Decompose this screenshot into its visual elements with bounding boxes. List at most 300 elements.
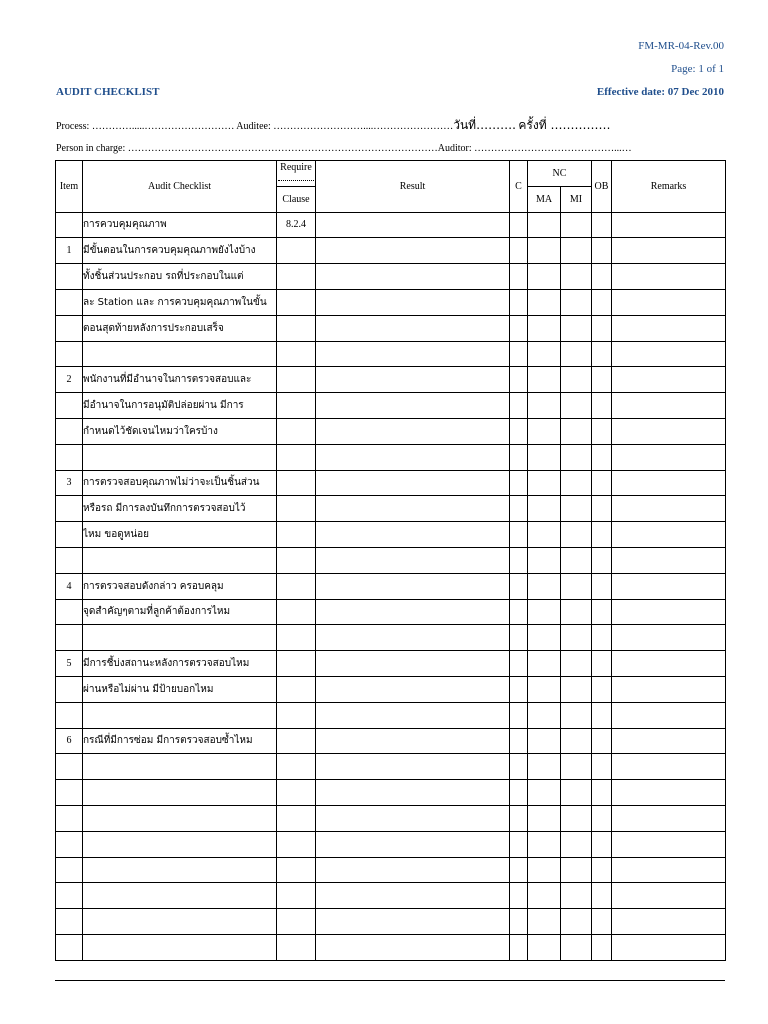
item-number-cell (56, 496, 83, 522)
ob-cell[interactable] (592, 522, 612, 548)
ma-cell[interactable] (528, 599, 561, 625)
clause-cell[interactable] (277, 367, 316, 393)
ma-cell[interactable] (528, 909, 561, 935)
clause-cell[interactable] (277, 341, 316, 367)
times-field[interactable]: ครั้งที่ …………… (518, 118, 611, 132)
item-number-cell (56, 418, 83, 444)
result-cell[interactable] (316, 289, 510, 315)
item-number-cell (56, 264, 83, 290)
ma-cell[interactable] (528, 805, 561, 831)
result-cell[interactable] (316, 702, 510, 728)
remarks-cell[interactable] (612, 676, 726, 702)
clause-cell[interactable] (277, 599, 316, 625)
ob-cell[interactable] (592, 238, 612, 264)
mi-cell[interactable] (561, 393, 592, 419)
result-cell[interactable] (316, 857, 510, 883)
table-row (56, 676, 726, 702)
table-row (56, 934, 726, 960)
ma-cell[interactable] (528, 289, 561, 315)
ob-cell[interactable] (592, 883, 612, 909)
item-number-cell (56, 522, 83, 548)
ob-cell[interactable] (592, 289, 612, 315)
checklist-text-cell: ไหม ขอดูหน่อย (83, 522, 277, 548)
ob-cell[interactable] (592, 857, 612, 883)
c-cell[interactable] (510, 676, 528, 702)
c-cell[interactable] (510, 805, 528, 831)
c-cell[interactable] (510, 702, 528, 728)
ob-cell[interactable] (592, 909, 612, 935)
ob-cell[interactable] (592, 934, 612, 960)
item-number-cell: 3 (56, 470, 83, 496)
clause-cell[interactable] (277, 289, 316, 315)
mi-cell[interactable] (561, 573, 592, 599)
c-cell[interactable] (510, 341, 528, 367)
remarks-cell[interactable] (612, 212, 726, 238)
ob-cell[interactable] (592, 573, 612, 599)
checklist-text-cell: ละ Station และ การควบคุมคุณภาพในขั้น (83, 289, 277, 315)
result-cell[interactable] (316, 599, 510, 625)
table-row (56, 805, 726, 831)
mi-cell[interactable] (561, 418, 592, 444)
table-row (56, 857, 726, 883)
remarks-cell[interactable] (612, 289, 726, 315)
item-number-cell (56, 315, 83, 341)
clause-cell[interactable] (277, 676, 316, 702)
ob-cell[interactable] (592, 754, 612, 780)
checklist-text-cell: ผ่านหรือไม่ผ่าน มีป้ายบอกไหม (83, 676, 277, 702)
ma-cell[interactable] (528, 367, 561, 393)
table-row (56, 702, 726, 728)
result-cell[interactable] (316, 264, 510, 290)
result-cell[interactable] (316, 934, 510, 960)
checklist-text-cell: การตรวจสอบดังกล่าว ครอบคลุม (83, 573, 277, 599)
header-clause: Clause (277, 186, 316, 212)
ob-cell[interactable] (592, 831, 612, 857)
mi-cell[interactable] (561, 212, 592, 238)
remarks-cell[interactable] (612, 599, 726, 625)
table-row (56, 289, 726, 315)
table-row (56, 393, 726, 419)
checklist-text-cell (83, 857, 277, 883)
ob-cell[interactable] (592, 341, 612, 367)
c-cell[interactable] (510, 547, 528, 573)
ma-cell[interactable] (528, 315, 561, 341)
ma-cell[interactable] (528, 264, 561, 290)
mi-cell[interactable] (561, 238, 592, 264)
clause-cell[interactable] (277, 883, 316, 909)
table-row (56, 496, 726, 522)
result-cell[interactable] (316, 728, 510, 754)
remarks-cell[interactable] (612, 573, 726, 599)
result-cell[interactable] (316, 315, 510, 341)
remarks-cell[interactable] (612, 444, 726, 470)
clause-cell[interactable] (277, 573, 316, 599)
result-cell[interactable] (316, 496, 510, 522)
clause-cell[interactable] (277, 909, 316, 935)
mi-cell[interactable] (561, 470, 592, 496)
clause-cell[interactable] (277, 264, 316, 290)
mi-cell[interactable] (561, 934, 592, 960)
ma-cell[interactable] (528, 934, 561, 960)
ob-cell[interactable] (592, 212, 612, 238)
remarks-cell[interactable] (612, 470, 726, 496)
page-number: Page: 1 of 1 (671, 63, 724, 75)
result-cell[interactable] (316, 367, 510, 393)
result-cell[interactable] (316, 522, 510, 548)
ob-cell[interactable] (592, 444, 612, 470)
remarks-cell[interactable] (612, 857, 726, 883)
remarks-cell[interactable] (612, 238, 726, 264)
c-cell[interactable] (510, 367, 528, 393)
ma-cell[interactable] (528, 754, 561, 780)
table-row (56, 315, 726, 341)
table-row (56, 212, 726, 238)
result-cell[interactable] (316, 470, 510, 496)
c-cell[interactable] (510, 418, 528, 444)
header-ma: MA (528, 186, 561, 212)
remarks-cell[interactable] (612, 418, 726, 444)
page-title: AUDIT CHECKLIST (56, 86, 160, 98)
c-cell[interactable] (510, 315, 528, 341)
table-row (56, 909, 726, 935)
remarks-cell[interactable] (612, 264, 726, 290)
c-cell[interactable] (510, 831, 528, 857)
ma-cell[interactable] (528, 212, 561, 238)
table-row (56, 625, 726, 651)
c-cell[interactable] (510, 470, 528, 496)
result-cell[interactable] (316, 547, 510, 573)
clause-cell[interactable] (277, 238, 316, 264)
item-number-cell (56, 341, 83, 367)
clause-cell[interactable]: 8.2.4 (277, 212, 316, 238)
remarks-cell[interactable] (612, 883, 726, 909)
remarks-cell[interactable] (612, 651, 726, 677)
table-row (56, 599, 726, 625)
ob-cell[interactable] (592, 264, 612, 290)
c-cell[interactable] (510, 728, 528, 754)
checklist-text-cell: กำหนดไว้ชัดเจนไหมว่าใครบ้าง (83, 418, 277, 444)
person-in-charge-field[interactable]: Person in charge: ………………………………………………………………………………… (56, 143, 438, 154)
mi-cell[interactable] (561, 831, 592, 857)
checklist-text-cell (83, 547, 277, 573)
ob-cell[interactable] (592, 599, 612, 625)
table-row (56, 780, 726, 806)
c-cell[interactable] (510, 573, 528, 599)
result-cell[interactable] (316, 444, 510, 470)
auditee-field[interactable]: Auditee: ………………………....…………………… (236, 121, 454, 132)
checklist-text-cell: พนักงานที่มีอำนาจในการตรวจสอบและ (83, 367, 277, 393)
mi-cell[interactable] (561, 651, 592, 677)
ob-cell[interactable] (592, 418, 612, 444)
item-number-cell: 5 (56, 651, 83, 677)
checklist-text-cell: ตอนสุดท้ายหลังการประกอบเสร็จ (83, 315, 277, 341)
checklist-text-cell (83, 831, 277, 857)
ob-cell[interactable] (592, 702, 612, 728)
mi-cell[interactable] (561, 909, 592, 935)
remarks-cell[interactable] (612, 625, 726, 651)
table-row (56, 573, 726, 599)
item-number-cell (56, 289, 83, 315)
item-number-cell (56, 805, 83, 831)
result-cell[interactable] (316, 651, 510, 677)
mi-cell[interactable] (561, 547, 592, 573)
table-row (56, 264, 726, 290)
audit-table (55, 160, 726, 961)
ma-cell[interactable] (528, 547, 561, 573)
c-cell[interactable] (510, 522, 528, 548)
c-cell[interactable] (510, 212, 528, 238)
c-cell[interactable] (510, 289, 528, 315)
ma-cell[interactable] (528, 780, 561, 806)
ob-cell[interactable] (592, 651, 612, 677)
remarks-cell[interactable] (612, 496, 726, 522)
result-cell[interactable] (316, 754, 510, 780)
item-number-cell (56, 676, 83, 702)
c-cell[interactable] (510, 651, 528, 677)
result-cell[interactable] (316, 573, 510, 599)
checklist-text-cell: การตรวจสอบคุณภาพไม่ว่าจะเป็นชิ้นส่วน (83, 470, 277, 496)
checklist-text-cell (83, 444, 277, 470)
ma-cell[interactable] (528, 625, 561, 651)
ma-cell[interactable] (528, 393, 561, 419)
ma-cell[interactable] (528, 341, 561, 367)
remarks-cell[interactable] (612, 341, 726, 367)
remarks-cell[interactable] (612, 522, 726, 548)
mi-cell[interactable] (561, 289, 592, 315)
item-number-cell (56, 625, 83, 651)
checklist-text-cell (83, 754, 277, 780)
ob-cell[interactable] (592, 805, 612, 831)
table-row (56, 547, 726, 573)
header-item: Item (56, 161, 83, 213)
mi-cell[interactable] (561, 780, 592, 806)
table-row (56, 883, 726, 909)
c-cell[interactable] (510, 909, 528, 935)
item-number-cell (56, 883, 83, 909)
c-cell[interactable] (510, 496, 528, 522)
checklist-text-cell (83, 883, 277, 909)
remarks-cell[interactable] (612, 367, 726, 393)
clause-cell[interactable] (277, 831, 316, 857)
item-number-cell: 6 (56, 728, 83, 754)
remarks-cell[interactable] (612, 728, 726, 754)
ma-cell[interactable] (528, 573, 561, 599)
clause-cell[interactable] (277, 393, 316, 419)
ob-cell[interactable] (592, 315, 612, 341)
header-remarks: Remarks (612, 161, 726, 213)
checklist-text-cell: กรณีที่มีการซ่อม มีการตรวจสอบซ้ำไหม (83, 728, 277, 754)
remarks-cell[interactable] (612, 831, 726, 857)
table-row (56, 418, 726, 444)
ob-cell[interactable] (592, 676, 612, 702)
clause-cell[interactable] (277, 315, 316, 341)
mi-cell[interactable] (561, 444, 592, 470)
remarks-cell[interactable] (612, 547, 726, 573)
mi-cell[interactable] (561, 857, 592, 883)
c-cell[interactable] (510, 780, 528, 806)
checklist-text-cell: มีขั้นตอนในการควบคุมคุณภาพยังไงบ้าง (83, 238, 277, 264)
mi-cell[interactable] (561, 367, 592, 393)
c-cell[interactable] (510, 883, 528, 909)
mi-cell[interactable] (561, 496, 592, 522)
item-number-cell (56, 934, 83, 960)
table-row (56, 470, 726, 496)
ma-cell[interactable] (528, 522, 561, 548)
clause-cell[interactable] (277, 547, 316, 573)
table-row (56, 341, 726, 367)
ob-cell[interactable] (592, 367, 612, 393)
clause-cell[interactable] (277, 857, 316, 883)
result-cell[interactable] (316, 341, 510, 367)
ma-cell[interactable] (528, 444, 561, 470)
ma-cell[interactable] (528, 496, 561, 522)
person-line (56, 143, 632, 154)
remarks-cell[interactable] (612, 702, 726, 728)
ob-cell[interactable] (592, 496, 612, 522)
remarks-cell[interactable] (612, 315, 726, 341)
table-row (56, 444, 726, 470)
process-field[interactable]: Process: ………….....……………………… (56, 121, 235, 132)
mi-cell[interactable] (561, 341, 592, 367)
ob-cell[interactable] (592, 625, 612, 651)
table-row (56, 238, 726, 264)
mi-cell[interactable] (561, 522, 592, 548)
clause-cell[interactable] (277, 754, 316, 780)
mi-cell[interactable] (561, 315, 592, 341)
c-cell[interactable] (510, 857, 528, 883)
result-cell[interactable] (316, 780, 510, 806)
item-number-cell (56, 444, 83, 470)
table-row (56, 367, 726, 393)
clause-cell[interactable] (277, 651, 316, 677)
mi-cell[interactable] (561, 676, 592, 702)
remarks-cell[interactable] (612, 934, 726, 960)
checklist-text-cell: หรือรถ มีการลงบันทึกการตรวจสอบไว้ (83, 496, 277, 522)
ob-cell[interactable] (592, 547, 612, 573)
item-number-cell (56, 212, 83, 238)
checklist-text-cell (83, 805, 277, 831)
ma-cell[interactable] (528, 238, 561, 264)
result-cell[interactable] (316, 805, 510, 831)
item-number-cell: 4 (56, 573, 83, 599)
mi-cell[interactable] (561, 702, 592, 728)
item-number-cell (56, 599, 83, 625)
item-number-cell (56, 754, 83, 780)
c-cell[interactable] (510, 264, 528, 290)
checklist-text-cell (83, 909, 277, 935)
c-cell[interactable] (510, 393, 528, 419)
clause-cell[interactable] (277, 418, 316, 444)
mi-cell[interactable] (561, 264, 592, 290)
table-row (56, 728, 726, 754)
c-cell[interactable] (510, 625, 528, 651)
header-ob: OB (592, 161, 612, 213)
ma-cell[interactable] (528, 831, 561, 857)
remarks-cell[interactable] (612, 393, 726, 419)
result-cell[interactable] (316, 909, 510, 935)
result-cell[interactable] (316, 393, 510, 419)
header-nc: NC (528, 161, 592, 187)
checklist-text-cell (83, 625, 277, 651)
clause-cell[interactable] (277, 522, 316, 548)
c-cell[interactable] (510, 754, 528, 780)
item-number-cell (56, 393, 83, 419)
clause-cell[interactable] (277, 805, 316, 831)
remarks-cell[interactable] (612, 754, 726, 780)
result-cell[interactable] (316, 238, 510, 264)
checklist-text-cell (83, 702, 277, 728)
ob-cell[interactable] (592, 393, 612, 419)
result-cell[interactable] (316, 625, 510, 651)
table-row (56, 754, 726, 780)
checklist-text-cell: การควบคุมคุณภาพ (83, 212, 277, 238)
remarks-cell[interactable] (612, 909, 726, 935)
ob-cell[interactable] (592, 470, 612, 496)
ob-cell[interactable] (592, 780, 612, 806)
remarks-cell[interactable] (612, 805, 726, 831)
clause-cell[interactable] (277, 702, 316, 728)
ma-cell[interactable] (528, 676, 561, 702)
result-cell[interactable] (316, 883, 510, 909)
result-cell[interactable] (316, 418, 510, 444)
ma-cell[interactable] (528, 883, 561, 909)
c-cell[interactable] (510, 238, 528, 264)
ma-cell[interactable] (528, 702, 561, 728)
clause-cell[interactable] (277, 444, 316, 470)
result-cell[interactable] (316, 831, 510, 857)
item-number-cell (56, 547, 83, 573)
c-cell[interactable] (510, 934, 528, 960)
ma-cell[interactable] (528, 857, 561, 883)
c-cell[interactable] (510, 444, 528, 470)
header-c: C (510, 161, 528, 213)
item-number-cell (56, 857, 83, 883)
clause-cell[interactable] (277, 496, 316, 522)
remarks-cell[interactable] (612, 780, 726, 806)
clause-cell[interactable] (277, 470, 316, 496)
checklist-text-cell: จุดสำคัญๆตามที่ลูกค้าต้องการไหม (83, 599, 277, 625)
mi-cell[interactable] (561, 883, 592, 909)
mi-cell[interactable] (561, 805, 592, 831)
mi-cell[interactable] (561, 754, 592, 780)
clause-cell[interactable] (277, 780, 316, 806)
date-field[interactable]: วันที่………. (453, 118, 516, 132)
result-cell[interactable] (316, 212, 510, 238)
item-number-cell: 2 (56, 367, 83, 393)
auditor-field[interactable]: Auditor: ……………………………………...… (437, 143, 632, 154)
result-cell[interactable] (316, 676, 510, 702)
clause-cell[interactable] (277, 625, 316, 651)
mi-cell[interactable] (561, 599, 592, 625)
checklist-rows (56, 212, 726, 960)
mi-cell[interactable] (561, 728, 592, 754)
item-number-cell: 1 (56, 238, 83, 264)
ma-cell[interactable] (528, 470, 561, 496)
checklist-text-cell (83, 341, 277, 367)
clause-cell[interactable] (277, 934, 316, 960)
effective-date: Effective date: 07 Dec 2010 (596, 86, 724, 98)
clause-cell[interactable] (277, 728, 316, 754)
table-row (56, 522, 726, 548)
checklist-text-cell: มีการชี้บ่งสถานะหลังการตรวจสอบไหม (83, 651, 277, 677)
mi-cell[interactable] (561, 625, 592, 651)
c-cell[interactable] (510, 599, 528, 625)
ma-cell[interactable] (528, 418, 561, 444)
ob-cell[interactable] (592, 728, 612, 754)
ma-cell[interactable] (528, 728, 561, 754)
ma-cell[interactable] (528, 651, 561, 677)
document-code: FM-MR-04-Rev.00 (638, 40, 724, 52)
